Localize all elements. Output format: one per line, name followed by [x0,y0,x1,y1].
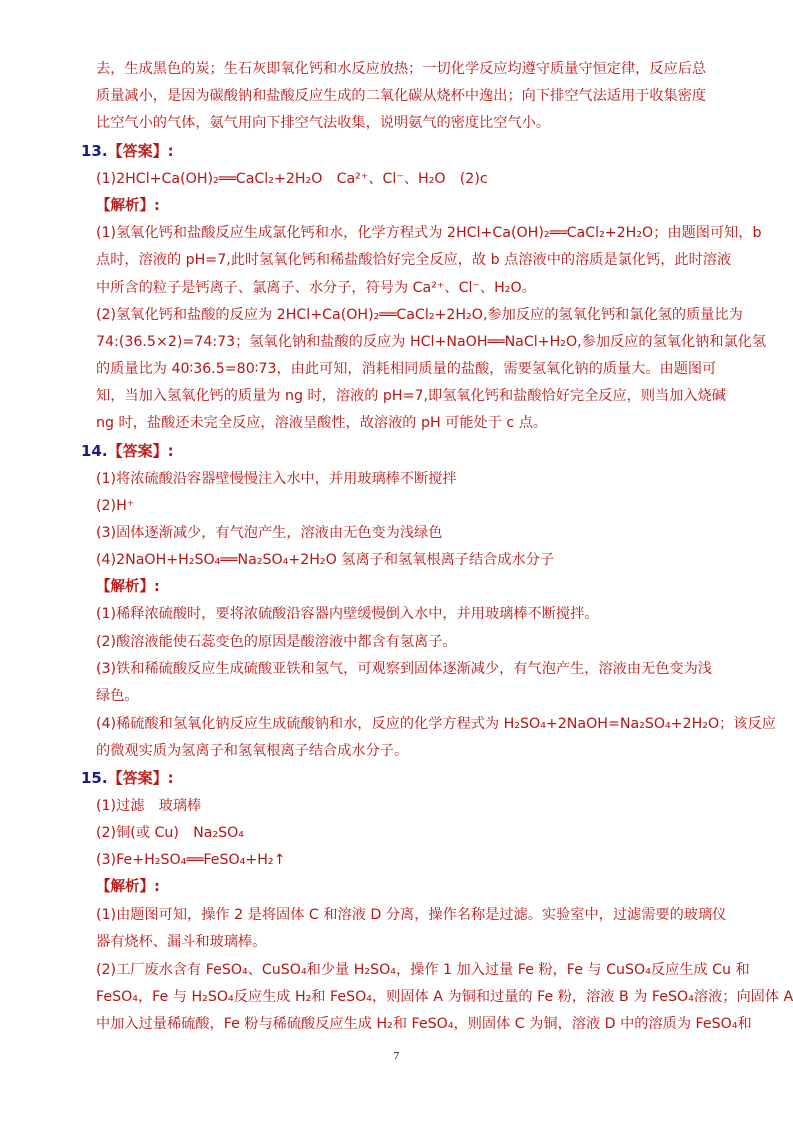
question-number: 13. [81,142,108,160]
answer-line: (2)铜(或 Cu) Na₂SO₄ [96,825,244,841]
question-number: 15. [81,769,108,787]
analysis-line: 的质量比为 40∶36.5=80∶73，由此可知，消耗相同质量的盐酸，需要氢氧化钠的质量大。由题图可 [96,361,717,377]
analysis-line: 绿色。 [96,688,139,704]
answer-label: 【答案】: [107,769,174,787]
answer-line: (4)2NaOH+H₂SO₄══Na₂SO₄+2H₂O 氢离子和氢氧根离子结合成水分子 [96,552,555,568]
analysis-line: 的微观实质为氢离子和氢氧根离子结合成水分子。 [96,743,409,759]
analysis-line: (3)铁和稀硫酸反应生成硫酸亚铁和氢气，可观察到固体逐渐减少，有气泡产生，溶液由无色变为浅 [96,661,712,677]
answer-line: (1)将浓硫酸沿容器壁慢慢注入水中，并用玻璃棒不断搅拌 [96,471,457,487]
text-line: 质量减小，是因为碳酸钠和盐酸反应生成的二氧化碳从烧杯中逸出；向下排空气法适用于收集密度 [96,88,707,104]
analysis-line: (2)氢氧化钙和盐酸的反应为 2HCl+Ca(OH)₂══CaCl₂+2H₂O,参加反应的氢氧化钙和氯化氢的质量比为 [96,307,743,323]
analysis-line: ng 时，盐酸还未完全反应，溶液呈酸性，故溶液的 pH 可能处于 c 点。 [96,415,548,431]
text-line: 比空气小的气体，氨气用向下排空气法收集，说明氨气的密度比空气小。 [96,115,551,131]
analysis-line: 中加入过量稀硫酸，Fe 粉与稀硫酸反应生成 H₂和 FeSO₄，则固体 C 为铜，溶液 D 中的溶质为 FeSO₄和 [96,1016,752,1032]
analysis-line: 器有烧杯、漏斗和玻璃棒。 [96,934,267,950]
answer-line: (1)过滤 玻璃棒 [96,798,202,814]
analysis-line: (4)稀硫酸和氢氧化钠反应生成硫酸钠和水，反应的化学方程式为 H₂SO₄+2NaOH=Na₂SO₄+2H₂O；该反应 [96,716,776,732]
analysis-line: 点时，溶液的 pH=7,此时氢氧化钙和稀盐酸恰好完全反应，故 b 点溶液中的溶质是氯化钙，此时溶液 [96,252,732,268]
analysis-label: 【解析】: [96,879,160,895]
analysis-line: (1)氢氧化钙和盐酸反应生成氯化钙和水，化学方程式为 2HCl+Ca(OH)₂══CaCl₂+2H₂O；由题图可知，b [96,225,762,241]
analysis-line: (1)稀释浓硫酸时，要将浓硫酸沿容器内壁缓慢倒入水中，并用玻璃棒不断搅拌。 [96,606,599,622]
page-number: 7 [393,1050,400,1062]
answer-line: (2)H⁺ [96,498,135,514]
analysis-line: 74:(36.5×2)=74:73；氢氧化钠和盐酸的反应为 HCl+NaOH══NaCl+H₂O,参加反应的氢氧化钠和氯化氢 [96,334,767,350]
analysis-line: 中所含的粒子是钙离子、氯离子、水分子，符号为 Ca²⁺、Cl⁻、H₂O。 [96,280,536,296]
analysis-line: (2)工厂废水含有 FeSO₄、CuSO₄和少量 H₂SO₄，操作 1 加入过量 Fe 粉，Fe 与 CuSO₄反应生成 Cu 和 [96,962,750,978]
answer-line: (3)Fe+H₂SO₄══FeSO₄+H₂↑ [96,852,286,868]
answer-label: 【答案】: [107,442,174,460]
q13-answer-heading [81,141,174,161]
analysis-label: 【解析】: [96,579,160,595]
q14-answer-heading [81,441,174,461]
analysis-label: 【解析】: [96,198,160,214]
answer-label: 【答案】: [107,142,174,160]
analysis-line: (1)由题图可知，操作 2 是将固体 C 和溶液 D 分离，操作名称是过滤。实验室中，过滤需要的玻璃仪 [96,907,727,923]
answer-line: (1)2HCl+Ca(OH)₂══CaCl₂+2H₂O Ca²⁺、Cl⁻、H₂O (2)c [96,171,488,187]
answer-line: (3)固体逐渐减少，有气泡产生，溶液由无色变为浅绿色 [96,525,443,541]
question-number: 14. [81,442,108,460]
analysis-line: (2)酸溶液能使石蕊变色的原因是酸溶液中都含有氢离子。 [96,634,457,650]
analysis-line: FeSO₄，Fe 与 H₂SO₄反应生成 H₂和 FeSO₄，则固体 A 为铜和过量的 Fe 粉，溶液 B 为 FeSO₄溶液；向固体 A [96,989,793,1005]
analysis-line: 知，当加入氢氧化钙的质量为 ng 时，溶液的 pH=7,即氢氧化钙和盐酸恰好完全反应，则当加入烧碱 [96,388,726,404]
text-line: 去，生成黑色的炭；生石灰即氧化钙和水反应放热；一切化学反应均遵守质量守恒定律，反应后总 [96,61,707,77]
q15-answer-heading [81,768,174,788]
